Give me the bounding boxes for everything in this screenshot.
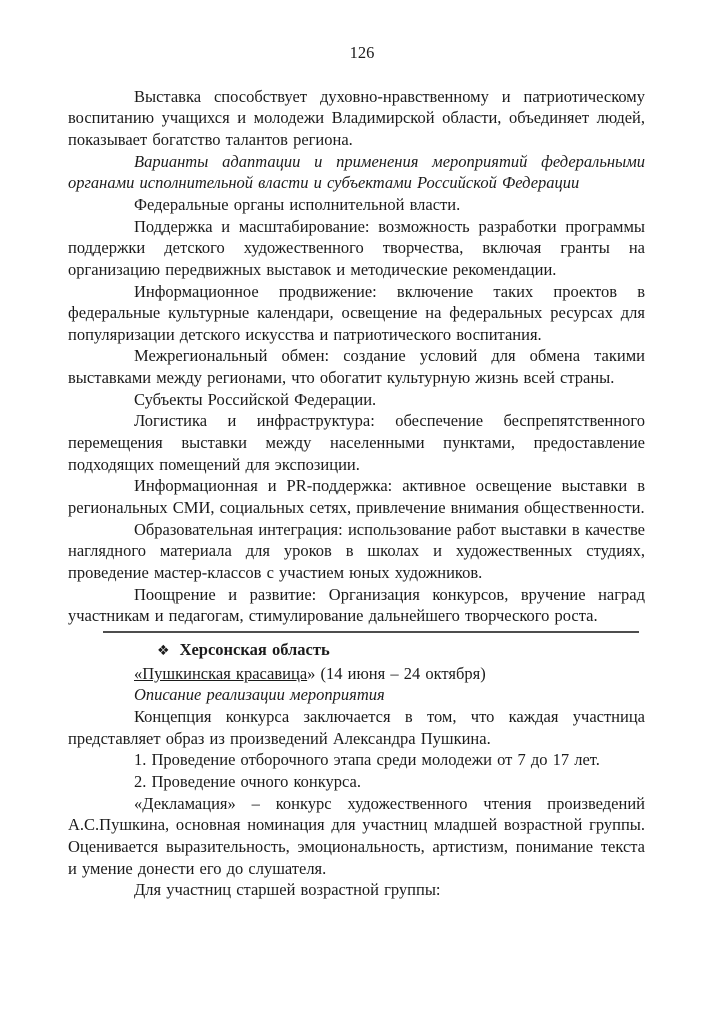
paragraph-pr-support: Информационная и PR-поддержка: активное освещение выставки в региональных СМИ, социальных сетях, привлечение внимания общественности. xyxy=(68,476,645,518)
event-title-underlined: «Пушкинская красавица xyxy=(134,663,308,683)
page-number: 126 xyxy=(349,43,375,62)
paragraph-info-promotion: Информационное продвижение: включение таких проектов в федеральные культурные календари, освещение на федеральных ресурсах для популяризации детского искусства и патриотического воспитания. xyxy=(68,281,645,344)
paragraph-event-title xyxy=(68,663,645,685)
paragraph-support-scaling: Поддержка и масштабирование: возможность разработки программы поддержки детского художественного творчества, включая гранты на организацию передвижных выставок и методические рекомендации. xyxy=(68,216,645,279)
paragraph-education-integration: Образовательная интеграция: использование работ выставки в качестве наглядного материала для уроков в школах и художественных студиях, проведение мастер-классов с участием юных художников. xyxy=(68,519,645,583)
paragraph-adaptation-variants: Варианты адаптации и применения мероприятий федеральными органами исполнительной власти и субъектами Российской Федерации xyxy=(68,151,645,193)
diamond-bullet-icon: ❖ xyxy=(157,643,170,659)
heading-kherson-region xyxy=(68,639,645,663)
document-content xyxy=(68,86,645,901)
paragraph-federal-bodies: Федеральные органы исполнительной власти. xyxy=(134,194,461,214)
paragraph-rf-subjects: Субъекты Российской Федерации. xyxy=(134,389,377,409)
heading-kherson-label: Херсонская область xyxy=(179,640,330,659)
paragraph-concept: Концепция конкурса заключается в том, что каждая участница представляет образ из произведений Александра Пушкина. xyxy=(68,706,645,748)
event-title-dates: » (14 июня – 24 октября) xyxy=(307,663,486,683)
paragraph-description-label: Описание реализации мероприятия xyxy=(134,685,385,705)
paragraph-exhibition-impact: Выставка способствует духовно-нравственному и патриотическому воспитанию учащихся и молодежи Владимирской области, объединяет людей, показывает богатство талантов региона. xyxy=(68,86,645,149)
paragraph-logistics: Логистика и инфраструктура: обеспечение беспрепятственного перемещения выставки между населенными пунктами, предоставление подходящих помещений для экспозиции. xyxy=(68,411,645,474)
list-item-qualifying-stage: 1. Проведение отборочного этапа среди молодежи от 7 до 17 лет. xyxy=(134,750,600,770)
section-divider xyxy=(103,631,639,633)
paragraph-interregional-exchange: Межрегиональный обмен: создание условий для обмена такими выставками между регионами, что обогатит культурную жизнь всей страны. xyxy=(68,346,645,388)
list-item-final-contest: 2. Проведение очного конкурса. xyxy=(134,771,361,791)
paragraph-reward-development: Поощрение и развитие: Организация конкурсов, вручение наград участникам и педагогам, стимулирование дальнейшего творческого роста. xyxy=(68,584,645,626)
paragraph-declamation: «Декламация» – конкурс художественного чтения произведений А.С.Пушкина, основная номинация для участниц младшей возрастной группы. Оценивается выразительность, эмоциональность, артистизм, понимание текста и умение донести его до слушателя. xyxy=(68,793,645,878)
paragraph-senior-group: Для участниц старшей возрастной группы: xyxy=(134,880,441,900)
